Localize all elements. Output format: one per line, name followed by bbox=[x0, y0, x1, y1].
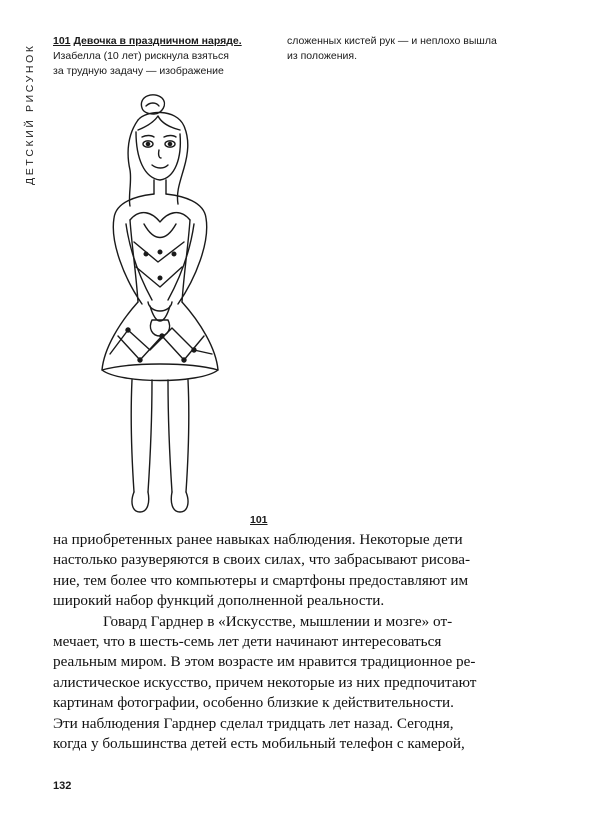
caption-line: Изабелла (10 лет) рискнула взяться bbox=[53, 50, 229, 62]
caption-line: за трудную задачу — изображение bbox=[53, 65, 224, 77]
body-line: широкий набор функций дополненной реальности. bbox=[53, 592, 385, 610]
caption-line: из положения. bbox=[287, 50, 357, 62]
caption-heading bbox=[53, 34, 263, 49]
caption-line: сложенных кистей рук — и неплохо вышла bbox=[287, 35, 497, 47]
body-text bbox=[53, 530, 523, 754]
body-line: алистическое искусство, причем некоторые из них предпочитают bbox=[53, 673, 477, 691]
caption-title: Девочка в праздничном наряде. bbox=[73, 35, 242, 47]
running-head bbox=[22, 35, 38, 185]
body-line: мечает, что в шесть-семь лет дети начинают интересоваться bbox=[53, 633, 442, 651]
figure-caption-right bbox=[287, 34, 527, 64]
body-line: на приобретенных ранее навыках наблюдения. Некоторые дети bbox=[53, 531, 463, 548]
body-line: Говард Гарднер в «Искусстве, мышлении и мозге» от- bbox=[103, 612, 453, 630]
body-line: картинам фотографии, особенно близкие к действительности. bbox=[53, 694, 454, 712]
figure-caption-left bbox=[53, 34, 263, 79]
body-line: реальным миром. В этом возрасте им нравится традиционное ре- bbox=[53, 653, 476, 671]
caption-number: 101 bbox=[53, 35, 71, 47]
girl-drawing-illustration bbox=[80, 92, 240, 522]
page-number: 132 bbox=[53, 780, 72, 792]
body-line: когда у большинства детей есть мобильный телефон с камерой, bbox=[53, 735, 465, 753]
running-head-text: ДЕТСКИЙ РИСУНОК bbox=[24, 43, 36, 185]
body-line: настолько разуверяются в своих силах, что забрасывают рисова- bbox=[53, 551, 471, 569]
body-line: Эти наблюдения Гарднер сделал тридцать лет назад. Сегодня, bbox=[53, 714, 454, 732]
body-line: ние, тем более что компьютеры и смартфоны предоставляют им bbox=[53, 571, 469, 589]
figure-number: 101 bbox=[250, 514, 268, 526]
